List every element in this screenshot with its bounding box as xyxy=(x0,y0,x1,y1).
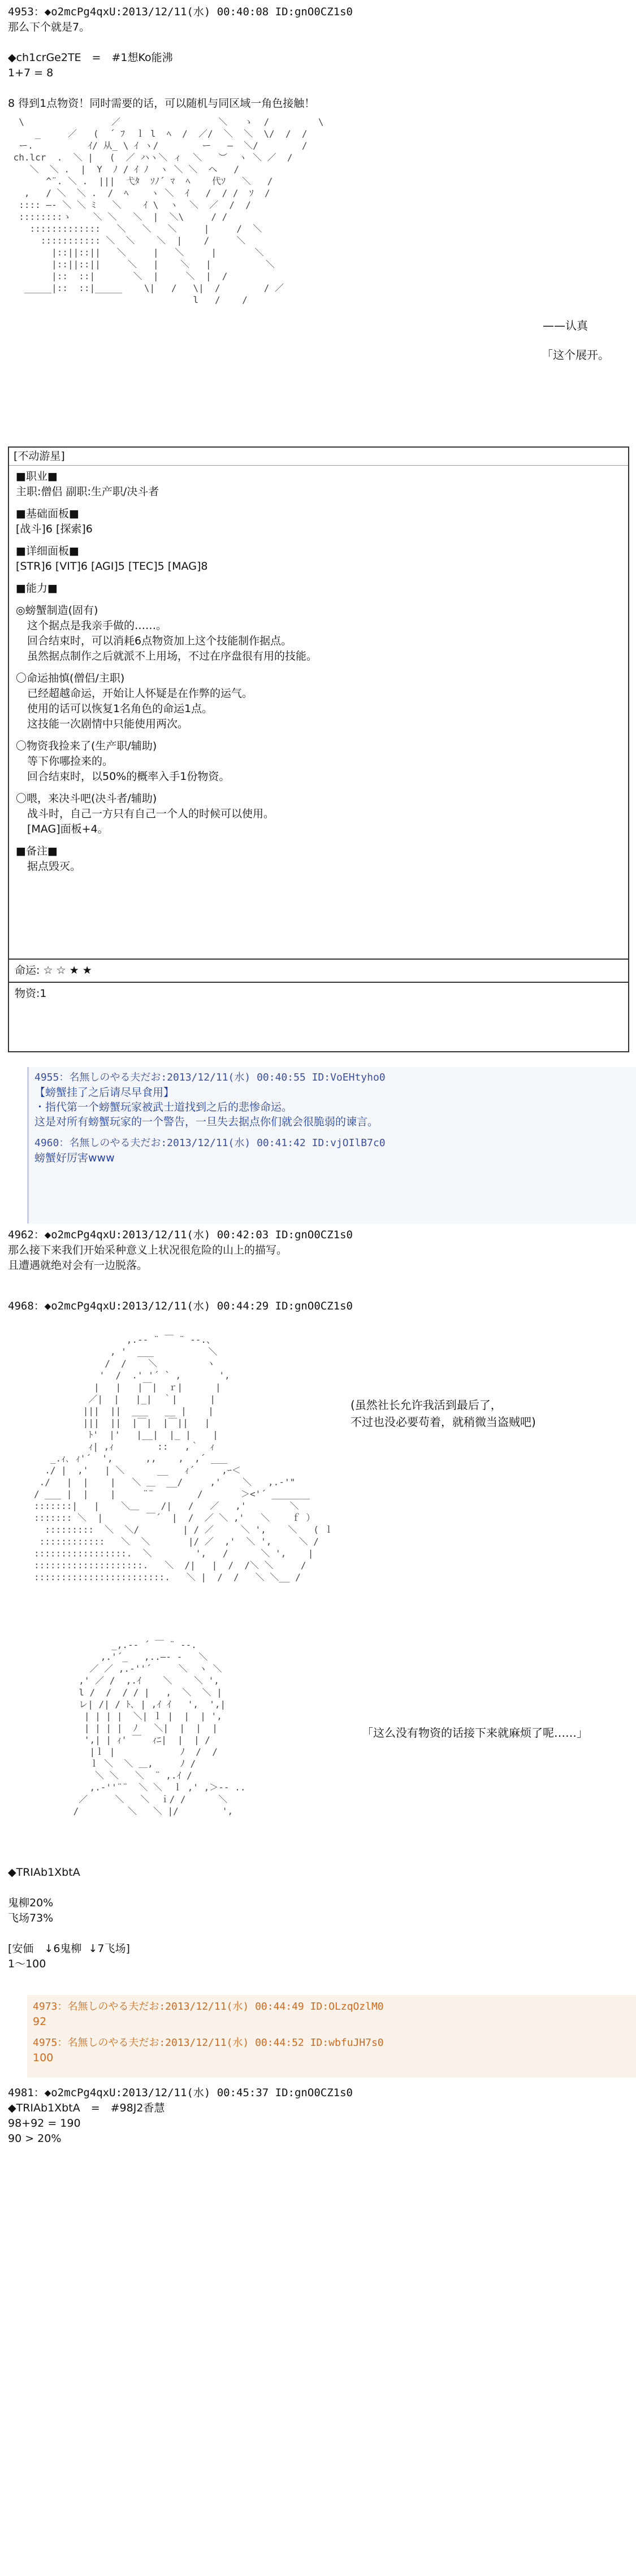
post-line: 且遭遇就绝对会有一边脱落。 xyxy=(8,1259,148,1272)
section-notes-head: ■备注■ xyxy=(16,845,58,857)
tripcode-line: ◆ch1crGe2TE = #1想Ko能沸 xyxy=(8,51,173,64)
reply-header: 4975：名無しのやる夫だお:2013/12/11(水) 00:44:52 ID:wbfuJH7s0 xyxy=(33,2037,384,2049)
status-title: [不动游星] xyxy=(9,448,628,466)
post-4981 xyxy=(8,2085,627,2146)
post-line xyxy=(8,1926,627,1941)
skill-pickup-head: 〇物资我捡来了(生产职/辅助) xyxy=(16,740,157,752)
skill-crab-line: 回合结束时，可以消耗6点物资加上这个技能制作据点。 xyxy=(27,635,292,647)
odds-kiryu: 鬼柳20% xyxy=(8,1897,54,1909)
section-job-head: ■职业■ xyxy=(16,470,58,483)
post-line: 那么下个就是7。 xyxy=(8,21,90,33)
post-4962 xyxy=(8,1228,627,1273)
section-base-line: [战斗]6 [探索]6 xyxy=(16,523,93,535)
post-line xyxy=(8,81,627,96)
anka-range: 1～100 xyxy=(8,1958,46,1970)
supplies-label: 物资:1 xyxy=(15,987,47,1000)
odds-jack: 飞场73% xyxy=(8,1912,54,1924)
caption-serious: ——认真 xyxy=(543,319,588,332)
quoted-reply-4955 xyxy=(27,1067,636,1224)
character-status-box xyxy=(8,446,629,1052)
skill-crab-line: 虽然据点制作之后就派不上用场，不过在序盘很有用的技能。 xyxy=(27,650,318,662)
dice-result: 1+7 = 8 xyxy=(8,67,54,79)
skill-fate-line: 使用的话可以恢复1名角色的命运1点。 xyxy=(27,702,213,715)
section-detail-head: ■详细面板■ xyxy=(16,545,79,557)
tripcode-line: ◆TRIAb1XbtA = #98J2香慧 xyxy=(8,2102,165,2114)
skill-fate-line: 这技能一次剧情中只能使用两次。 xyxy=(27,718,189,730)
post-4953 xyxy=(8,5,627,111)
skill-crab-head: ◎螃蟹制造(固有) xyxy=(16,604,98,617)
anka-instruction: [安価 ↓6鬼柳 ↓7飞场] xyxy=(8,1942,130,1955)
reply-value: 100 xyxy=(33,2052,54,2064)
caption-development: 「这个展开。 xyxy=(542,348,609,362)
speech-bubble-1-line-2: 不过也没必要苟着，就稍微当盗贼吧) xyxy=(351,1415,536,1429)
post-line: 8 得到1点物资！同时需要的话，可以随机与同区域一角色接触！ xyxy=(8,97,315,110)
skill-pickup-line: 回合结束时，以50%的概率入手1份物资。 xyxy=(27,770,230,783)
fate-row xyxy=(9,959,628,982)
skill-duel-line: 战斗时，自己一方只有自己一个人的时候可以使用。 xyxy=(27,808,275,820)
section-ability-head: ■能力■ xyxy=(16,582,58,595)
section-notes-line: 据点毁灭。 xyxy=(27,860,81,873)
post-line xyxy=(8,1880,627,1896)
post-header: 4968：◆o2mcPg4qxU:2013/12/11(水) 00:44:29 ID:gnO0CZ1s0 xyxy=(8,1300,353,1312)
skill-duel-line: [MAG]面板+4。 xyxy=(27,823,109,835)
post-header: 4953：◆o2mcPg4qxU:2013/12/11(水) 00:40:08 ID:gnO0CZ1s0 xyxy=(8,6,353,18)
post-line xyxy=(8,35,627,50)
section-job-line: 主职:僧侣 副职:生产职/决斗者 xyxy=(16,485,159,498)
reply-value: 92 xyxy=(33,2015,47,2028)
status-body xyxy=(9,466,628,959)
reply-header: 4960：名無しのやる夫だお:2013/12/11(水) 00:41:42 ID:vjOIlB7c0 xyxy=(34,1137,386,1149)
dice-compare: 90 > 20% xyxy=(8,2132,62,2145)
quoted-reply-4973 xyxy=(27,1995,636,2078)
reply-line: 螃蟹好厉害www xyxy=(34,1152,115,1164)
tripcode-line: ◆TRIAb1XbtA xyxy=(8,1866,80,1879)
section-base-head: ■基础面板■ xyxy=(16,508,79,520)
dice-sum: 98+92 = 190 xyxy=(8,2117,81,2130)
skill-duel-head: 〇喂，来决斗吧(决斗者/辅助) xyxy=(16,792,157,805)
ascii-art-scene-2: ,.-‐ ¨ ￣ ¨ ‐-.、 , ' ___ ＼ / / ＼ ヽ ' / .' '´ ` , ', | | |￣| ｒ| | ／| | |_| ｀| | ||| || ___ __ | | ||| || |￣| |￣|| | ﾄ' |' |__| |_ | | ｨ| ,ｨ :: ,｀ ｨ _.ｨ､ ｨ'´ ', ,, , ,´ ___ ./ | ,' | ＼ __ ｨ´ ,ｰ＜ ./ | | | ＼ ＿ __/ ,' ＼ ,.-'" / ___ | | | ¨¨ / ＞<'´ _______ :::::::| | ＼＿ /| / ／ ,' ＼ ::::::: ＼ | ￣´ | / ／ ＼ ,' ＼ ｆ ） ::::::::: ＼ ＼/ | / ／ ＼ ', ＼ ( ｌ :::::::::::: ＼ ＼ |/ ／ ,' ＼ ', ＼ / :::::::::::::::::. ＼ ', / ＼ ', | ::::::::::::::::::::. ＼ /| | / /＼ ＼ / ::::::::::::::::::::::::. ＼ | / / ＼ ＼__ / xyxy=(34,1334,334,1582)
reply-header: 4955：名無しのやる夫だお:2013/12/11(水) 00:40:55 ID:VoEHtyho0 xyxy=(34,1072,386,1083)
skill-crab-line: 这个据点是我亲手做的……。 xyxy=(27,619,167,632)
post-header: 4962：◆o2mcPg4qxU:2013/12/11(水) 00:42:03 ID:gnO0CZ1s0 xyxy=(8,1229,353,1241)
speech-bubble-1-line-1: (虽然社长允许我活到最后了， xyxy=(351,1398,502,1412)
skill-fate-line: 已经超越命运，开始让人怀疑是在作弊的运气。 xyxy=(27,687,253,700)
post-4968-tail xyxy=(8,1865,627,1972)
reply-line: ・指代第一个螃蟹玩家被武士道找到之后的悲惨命运。 xyxy=(34,1101,293,1113)
ascii-art-scene-3: _,.-‐ ´ ￣ ¨ ‐-. ,.'´_ ,..―‐ - ＼ ／ ／ ,.-''´ ＼ ヽ ＼ ,' ／ / ,.ｲ ＼ ＼ ', l / / / / | , ＼ ＼ | レ| /| / ﾄ､ | ,ｲ ｲ ', ',| | | | | ＼| ｌ | | | ', | | | | ﾉ ＼| | | | ',| | ｨ' ￣ ｨﾆ| | | / |ｌ | ﾉ / / ｌ ＼ ＼ ＿, ﾉ / ＼ ＼ ＼ ¨ ,.ｲ / ,.-''¨¨ ＼ ＼ ｌ ,' ,＞‐- .. ／ ＼ ＼ ｉ/ / ＼ / ＼ ＼ |/ ', xyxy=(73,1640,246,1816)
reply-line: 【螃蟹挂了之后请尽早食用】 xyxy=(34,1086,175,1099)
section-detail-line: [STR]6 [VIT]6 [AGI]5 [TEC]5 [MAG]8 xyxy=(16,560,208,573)
speech-bubble-2: 「这么没有物资的话接下来就麻烦了呢……」 xyxy=(362,1726,588,1740)
fate-label: 命运: xyxy=(15,964,40,977)
supplies-row xyxy=(9,982,628,1005)
skill-pickup-line: 等下你哪捡来的。 xyxy=(27,755,114,767)
reply-header: 4973：名無しのやる夫だお:2013/12/11(水) 00:44:49 ID:OLzqOzlM0 xyxy=(33,2001,384,2013)
ascii-art-scene-1: \ ／ ＼ ゝ / \ _ ／ ( ´ ﾌ ｌ l ﾍ / ／/ ＼ ＼ \/ / / ー. ｲ/ 从_ \ ｲ ヽ/ ー ― ＼/ / ch.lcr . ＼ | ( ／ ハヽ＼ ィ ＼ ︶ ヽ ＼ ／ / ＼ ＼ . | Y ﾉ / ｲ ﾉ ヽ ＼ ＼ ヘ / ^¨. ＼ . ||| 弋ﾀ ｿﾉ´ ﾏ ﾍ 代ｿ ＼ / , / ＼ ＼ . / ﾍ ヽ ＼ ｲ / / / ｿ / :::: ―‐ ＼ ＼ ﾐ ＼ ｲ \ ヽ ＼ ／ / / ::::::::ゝ ＼ ＼ ＼ | ＼\ / / ::::::::::::: ＼ ＼ ＼ | / ＼ ::::::::::: ＼ ＼ ＼ | / ＼ |::||::|| ＼ | ＼ | ＼ |::||::|| ＼ | ＼ | ＼ |:: ::| ＼ | ＼ | / _____|:: ::|_____ \| / \| / / ／ l / / xyxy=(13,116,324,305)
post-4968 xyxy=(8,1299,627,1314)
skill-fate-head: 〇命运抽慎(僧侣/主职) xyxy=(16,672,125,684)
post-line: 那么接下来我们开始采种意义上状况很危险的山上的描写。 xyxy=(8,1244,288,1256)
reply-line: 这是对所有螃蟹玩家的一个警告，一旦失去据点你们就会很脆弱的谏言。 xyxy=(34,1116,379,1128)
post-header: 4981：◆o2mcPg4qxU:2013/12/11(水) 00:45:37 ID:gnO0CZ1s0 xyxy=(8,2087,353,2099)
fate-stars: ☆ ☆ ★ ★ xyxy=(43,964,92,977)
